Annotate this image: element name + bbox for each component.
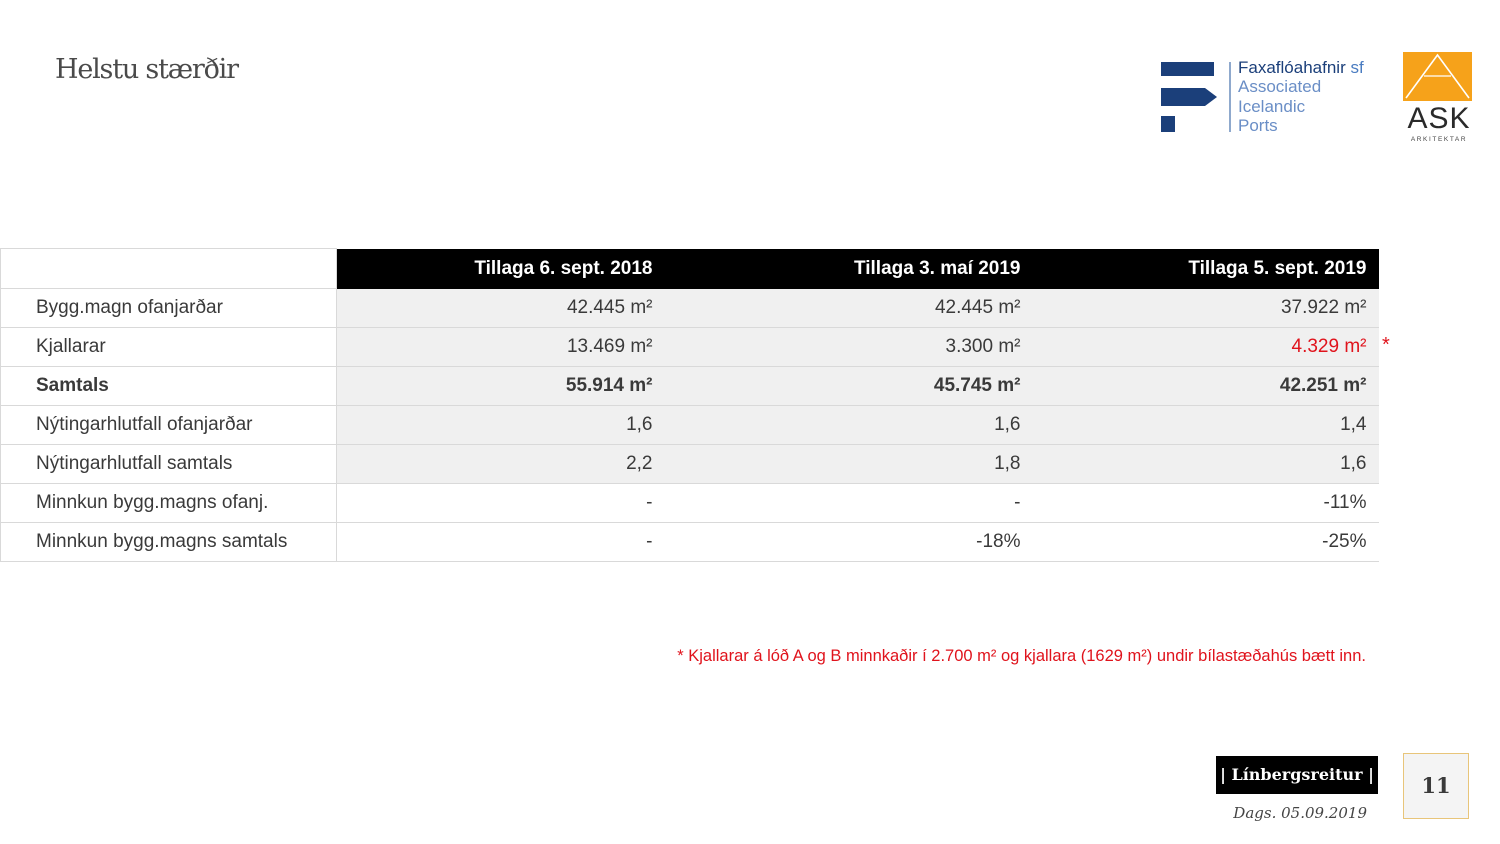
project-label: | Línbergsreitur | (1216, 756, 1378, 794)
table-cell: -11% (1033, 484, 1379, 523)
table-cell: - (337, 523, 665, 562)
document-date: Dags. 05.09.2019 (1233, 804, 1367, 822)
row-label: Nýtingarhlutfall samtals (1, 445, 337, 484)
table-cell: 1,6 (665, 406, 1033, 445)
table-cell: 1,6 (337, 406, 665, 445)
row-label: Bygg.magn ofanjarðar (1, 289, 337, 328)
logo-name-text: Faxaflóahafnir (1238, 58, 1346, 77)
table-cell: - (665, 484, 1033, 523)
column-header: Tillaga 5. sept. 2019 (1033, 249, 1379, 289)
table-cell: 42.445 m² (337, 289, 665, 328)
table-row (1, 484, 1379, 523)
ask-subtitle: ARKITEKTAR (1410, 136, 1468, 143)
footnote: * Kjallarar á lóð A og B minnkaðir í 2.700 m² og kjallara (1629 m²) undir bílastæðahús bætt inn. (677, 647, 1366, 665)
table-row (1, 523, 1379, 562)
faxafloahafnir-mark-icon (1158, 58, 1220, 134)
table-cell: - (337, 484, 665, 523)
table-row (1, 328, 1379, 367)
row-label: Kjallarar (1, 328, 337, 367)
ask-wordmark: ASK (1407, 102, 1471, 135)
logo-sub-line: Ports (1238, 116, 1278, 135)
table-cell: 1,4 (1033, 406, 1379, 445)
ask-triangle-icon (1403, 52, 1472, 101)
column-header: Tillaga 6. sept. 2018 (337, 249, 665, 289)
logo-suffix: sf (1350, 58, 1364, 77)
logo-subtitle (1238, 77, 1321, 136)
table-cell: 1,8 (665, 445, 1033, 484)
table-cell: 42.251 m² (1033, 367, 1379, 406)
header-blank-cell (1, 249, 337, 289)
page-number: 11 (1403, 753, 1469, 819)
logo-divider (1229, 62, 1231, 132)
logo-sub-line: Icelandic (1238, 96, 1306, 116)
table-cell: 13.469 m² (337, 328, 665, 367)
table-cell: -18% (665, 523, 1033, 562)
page-title: Helstu stærðir (55, 54, 238, 85)
logo-name (1238, 58, 1364, 78)
table-cell: 42.445 m² (665, 289, 1033, 328)
table-cell: 37.922 m² (1033, 289, 1379, 328)
table-cell: -25% (1033, 523, 1379, 562)
table-cell: 2,2 (337, 445, 665, 484)
ask-logo (1403, 52, 1473, 148)
ask-logo-box (1403, 52, 1472, 101)
row-label: Minnkun bygg.magns ofanj. (1, 484, 337, 523)
table-header-row (1, 249, 1379, 289)
table-cell: 55.914 m² (337, 367, 665, 406)
footnote-marker: * (1382, 334, 1390, 356)
table-row (1, 406, 1379, 445)
table-cell: 3.300 m² (665, 328, 1033, 367)
logo-sub-line: Associated (1238, 77, 1322, 96)
sizes-table (0, 248, 1379, 562)
table-cell: 45.745 m² (665, 367, 1033, 406)
table-row-total (1, 367, 1379, 406)
faxafloahafnir-logo (1158, 58, 1393, 140)
row-label: Samtals (1, 367, 337, 406)
table-cell-highlight: 4.329 m² (1033, 328, 1379, 367)
row-label: Nýtingarhlutfall ofanjarðar (1, 406, 337, 445)
table-row (1, 289, 1379, 328)
table-row (1, 445, 1379, 484)
column-header: Tillaga 3. maí 2019 (665, 249, 1033, 289)
row-label: Minnkun bygg.magns samtals (1, 523, 337, 562)
table-cell: 1,6 (1033, 445, 1379, 484)
